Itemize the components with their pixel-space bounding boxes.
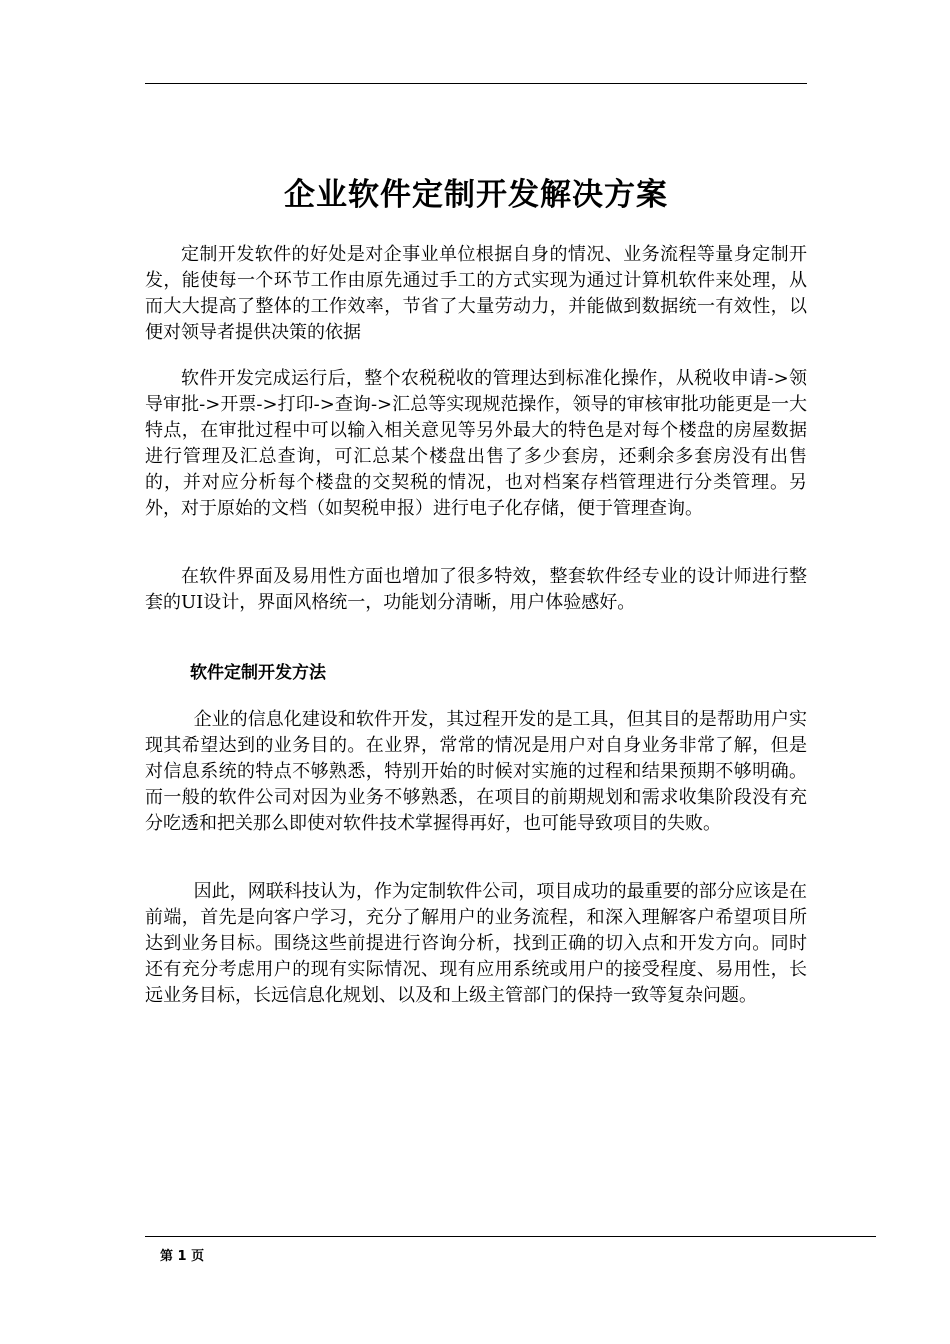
footer-rule [145, 1236, 876, 1237]
header-rule [145, 83, 807, 84]
paragraph-method-approach: 因此，网联科技认为，作为定制软件公司，项目成功的最重要的部分应该是在前端，首先是向客户学习，充分了解用户的业务流程，和深入理解客户希望项目所达到业务目标。围绕这些前提进行咨询分析，找到正确的切入点和开发方向。同时还有充分考虑用户的现有实际情况、现有应用系统或用户的接受程度、易用性，长远业务目标，长远信息化规划、以及和上级主管部门的保持一致等复杂问题。 [145, 881, 807, 1006]
paragraph-ui-design: 在软件界面及易用性方面也增加了很多特效，整套软件经专业的设计师进行整套的UI设计，界面风格统一，功能划分清晰，用户体验感好。 [145, 566, 807, 613]
section-heading-method: 软件定制开发方法 [190, 663, 326, 683]
paragraph-benefits: 定制开发软件的好处是对企事业单位根据自身的情况、业务流程等量身定制开发，能使每一个环节工作由原先通过手工的方式实现为通过计算机软件来处理，从而大大提高了整体的工作效率，节省了大量劳动力，并能做到数据统一有效性，以便对领导者提供决策的依据 [145, 244, 807, 343]
page-number: 第 1 页 [160, 1249, 205, 1264]
document-title: 企业软件定制开发解决方案 [284, 177, 668, 213]
paragraph-method-intro: 企业的信息化建设和软件开发，其过程开发的是工具，但其目的是帮助用户实现其希望达到的业务目的。在业界，常常的情况是用户对自身业务非常了解，但是对信息系统的特点不够熟悉，特别开始的时候对实施的过程和结果预期不够明确。而一般的软件公司对因为业务不够熟悉，在项目的前期规划和需求收集阶段没有充分吃透和把关那么即使对软件技术掌握得再好，也可能导致项目的失败。 [145, 709, 807, 834]
paragraph-operation: 软件开发完成运行后，整个农税税收的管理达到标准化操作，从税收申请->领导审批->开票->打印->查询->汇总等实现规范操作，领导的审核审批功能更是一大特点，在审批过程中可以输入相关意见等另外最大的特色是对每个楼盘的房屋数据进行管理及汇总查询，可汇总某个楼盘出售了多少套房，还剩余多套房没有出售的，并对应分析每个楼盘的交契税的情况，也对档案存档管理进行分类管理。另外，对于原始的文档（如契税申报）进行电子化存储，便于管理查询。 [145, 368, 807, 519]
